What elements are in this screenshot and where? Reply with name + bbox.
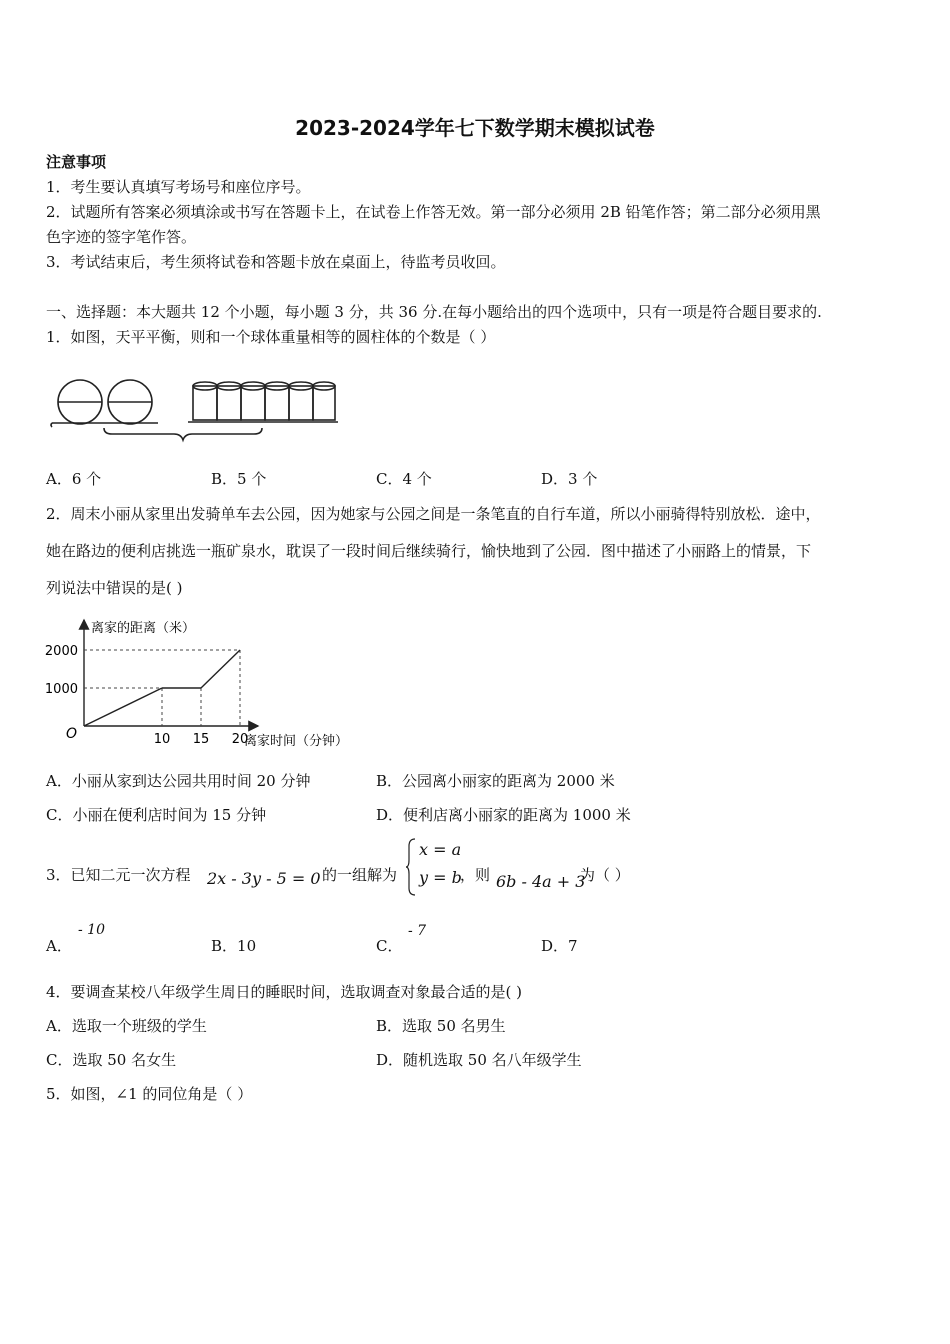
origin-label: O — [66, 726, 78, 742]
series-segment-1 — [84, 688, 162, 726]
q2-option-d[interactable]: D．便利店离小丽家的距离为 1000 米 — [376, 806, 631, 824]
q3-option-c-value: - 7 — [408, 923, 427, 939]
x-tick-label-15: 15 — [192, 732, 210, 747]
q3-option-c-label[interactable]: C． — [376, 937, 403, 955]
q3-option-a-value: - 10 — [78, 922, 105, 938]
notice-item-2-cont: 色字迹的签字笔作答。 — [46, 228, 197, 246]
q2-option-c[interactable]: C．小丽在便利店时间为 15 分钟 — [46, 806, 267, 824]
q3-equation: 2x - 3y - 5 = 0 — [207, 869, 321, 888]
q3-system-eq-1: x = a — [419, 840, 462, 859]
distance-time-chart — [36, 612, 386, 752]
q1-option-a[interactable]: A．6 个 — [46, 470, 102, 488]
page-title: 2023-2024学年七下数学期末模拟试卷 — [295, 116, 655, 140]
q4-option-c[interactable]: C．选取 50 名女生 — [46, 1051, 177, 1069]
q4-stem: 4．要调查某校八年级学生周日的睡眠时间，选取调查对象最合适的是( ) — [46, 983, 523, 1001]
x-tick-label-20: 20 — [231, 732, 249, 747]
balance-figure — [46, 372, 346, 444]
notice-item-2: 2．试题所有答案必须填涂或书写在答题卡上，在试卷上作答无效。第一部分必须用 2B 铅笔作答；第二部分必须用黑 — [46, 203, 821, 221]
y-axis-label: 离家的距离（米） — [91, 621, 196, 636]
q5-stem: 5．如图，∠1 的同位角是（ ） — [46, 1085, 253, 1103]
q3-system-eq-2: y = b — [419, 868, 462, 887]
section-heading: 一、选择题：本大题共 12 个小题，每小题 3 分，共 36 分.在每小题给出的四个选项中，只有一项是符合题目要求的. — [46, 303, 822, 321]
q4-option-d[interactable]: D．随机选取 50 名八年级学生 — [376, 1051, 582, 1069]
q3-suffix: 为（ ） — [580, 866, 630, 884]
q3-then: ，则 — [460, 866, 491, 884]
q2-stem-line-2: 她在路边的便利店挑选一瓶矿泉水，耽误了一段时间后继续骑行，愉快地到了公园．图中描述了小丽路上的情景，下 — [46, 542, 812, 560]
q4-option-b[interactable]: B．选取 50 名男生 — [376, 1017, 506, 1035]
cylinders — [193, 382, 335, 420]
x-axis-label: 离家时间（分钟） — [244, 734, 349, 749]
notice-item-3: 3．考试结束后，考生须将试卷和答题卡放在桌面上，待监考员收回。 — [46, 253, 506, 271]
series-segment-3 — [201, 650, 240, 688]
q2-stem-line-1: 2．周末小丽从家里出发骑单车去公园，因为她家与公园之间是一条笔直的自行车道，所以小丽骑得特别放松．途中， — [46, 505, 821, 523]
q2-option-a[interactable]: A．小丽从家到达公园共用时间 20 分钟 — [46, 772, 311, 790]
q3-middle: 的一组解为 — [322, 866, 398, 884]
q3-system-brace — [406, 838, 416, 896]
brace — [104, 428, 262, 440]
x-tick-label-10: 10 — [153, 732, 171, 747]
q2-stem-line-3: 列说法中错误的是( ) — [46, 579, 183, 597]
q3-option-b[interactable]: B．10 — [211, 937, 257, 955]
q3-option-a-label[interactable]: A． — [46, 937, 72, 955]
q3-prefix: 3．已知二元一次方程 — [46, 866, 191, 884]
q1-option-d[interactable]: D．3 个 — [541, 470, 598, 488]
q3-option-d[interactable]: D．7 — [541, 937, 578, 955]
y-tick-label-1000: 1000 — [44, 682, 78, 697]
q2-option-b[interactable]: B．公园离小丽家的距离为 2000 米 — [376, 772, 615, 790]
y-tick-label-2000: 2000 — [44, 644, 78, 659]
notice-item-1: 1．考生要认真填写考场号和座位序号。 — [46, 178, 311, 196]
q1-stem: 1．如图，天平平衡，则和一个球体重量相等的圆柱体的个数是（ ） — [46, 328, 496, 346]
q1-option-c[interactable]: C．4 个 — [376, 470, 432, 488]
q4-option-a[interactable]: A．选取一个班级的学生 — [46, 1017, 207, 1035]
notice-heading: 注意事项 — [46, 153, 107, 171]
q1-option-b[interactable]: B．5 个 — [211, 470, 267, 488]
q3-expression: 6b - 4a + 3 — [496, 872, 586, 891]
